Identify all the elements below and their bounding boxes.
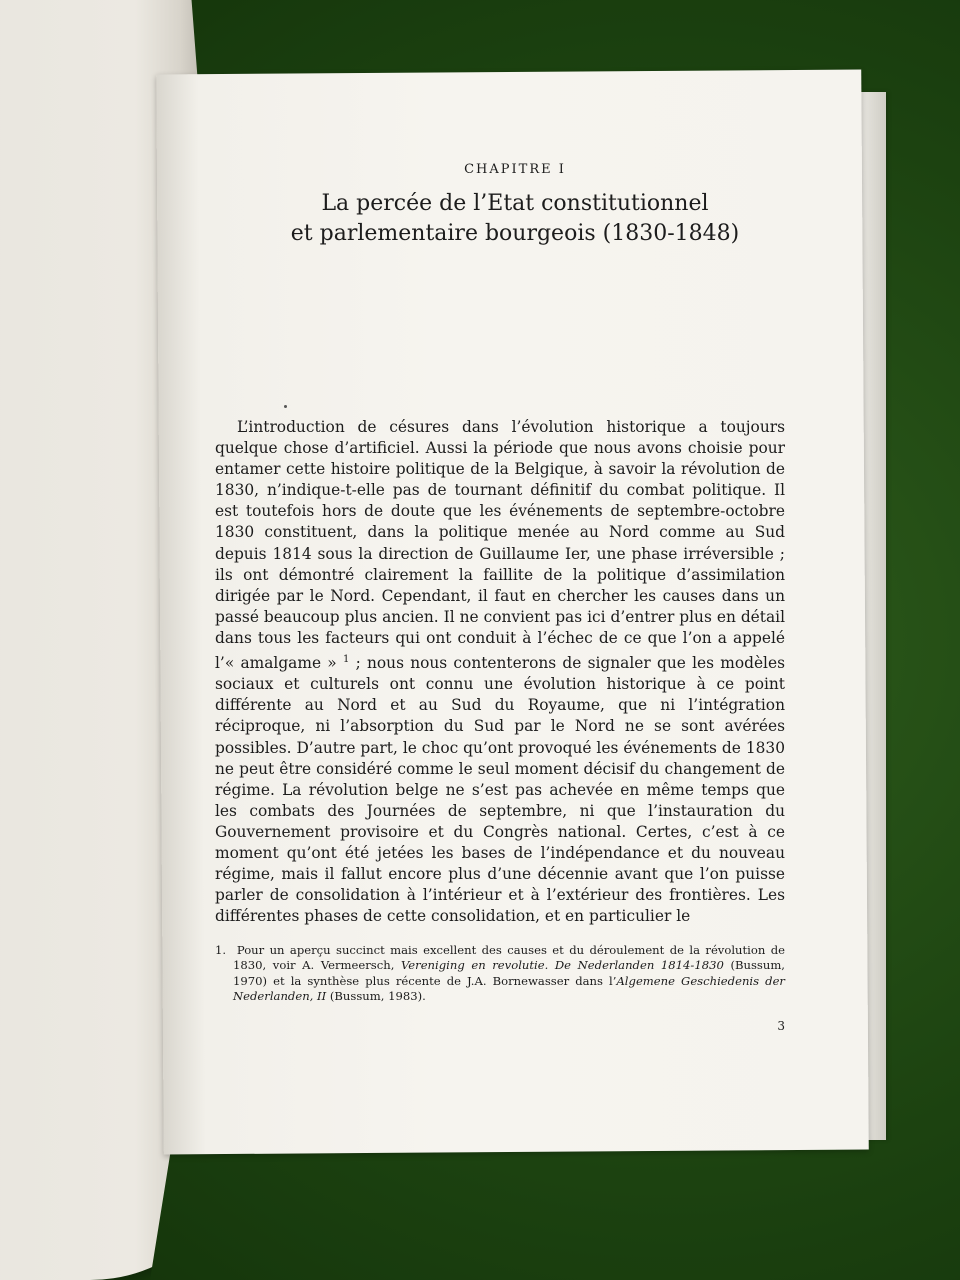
chapter-label: CHAPITRE I <box>464 162 566 177</box>
body-paragraph <box>215 417 785 927</box>
chapter-title <box>245 189 785 249</box>
footnote-text-b: (Bussum, 1970) et la synthèse plus récente de J.A. Bornewasser dans l’ <box>233 958 785 988</box>
footnote-title-b: Algemene Geschiedenis der Nederlanden, II <box>233 973 785 1004</box>
footnote-reference[interactable]: 1 <box>342 654 350 666</box>
footnote-number: 1. <box>215 942 227 957</box>
footnote-text-c: (Bussum, 1983). <box>326 989 426 1004</box>
footnote-text-a: Pour un aperçu succinct mais excellent des causes et du déroulement de la révolution de 1830, voir A. Vermeersch, <box>233 942 785 973</box>
page-number: 3 <box>777 1018 785 1033</box>
body-text-part-1: L’introduction de césures dans l’évolution historique a toujours quelque chose d’artificiel. Aussi la période que nous avons choisie pour entamer cette histoire politique de la Belgique, à savoir la révolution de 1830, n’indique-t-elle pas de tournant définitif du combat politique. Il est toutefois hors de doute que les événements de septembre-octobre 1830 constituent, dans la politique menée au Nord comme au Sud depuis 1814 sous la direction de Guillaume Ier, une phase irréversible ; ils ont démontré clairement la faillite de la politique d’assimilation dirigée par le Nord. Cependant, il faut en chercher les causes dans un passé beaucoup plus ancien. Il ne convient pas ici d’entrer plus en détail dans tous les facteurs qui ont conduit à l’échec de ce que l’on a appelé l’« amalgame » <box>215 418 785 673</box>
page-content <box>215 150 785 1033</box>
footnote-title-a: Vereniging en revolutie. De Nederlanden 1814-1830 <box>400 958 724 973</box>
body-text-part-2: ; nous nous contenterons de signaler que les modèles sociaux et culturels ont connu une évolution historique à ce point différente au Nord et au Sud du Royaume, que ni l’intégration réciproque, ni l’absorption du Sud par le Nord ne se sont avérées possibles. D’autre part, le choc qu’ont provoqué les événements de 1830 ne peut être considéré comme le seul moment décisif du changement de régime. La révolution belge ne s’est pas achevée en même temps que les combats des Journées de septembre, ni que l’instauration du Gouvernement provisoire et du Congrès national. Certes, c’est à ce moment qu’ont été jetées les bases de l’indépendance et du nouveau régime, mais il fallut encore plus d’une décennie avant que l’on puisse parler de consolidation à l’intérieur et à l’extérieur des frontières. Les différentes phases de cette consolidation, et en particulier le <box>215 654 785 926</box>
chapter-title-line-2: et parlementaire bourgeois (1830-1848) <box>290 221 740 246</box>
footnote <box>215 943 785 1005</box>
chapter-title-line-1: La percée de l’Etat constitutionnel <box>321 191 709 216</box>
